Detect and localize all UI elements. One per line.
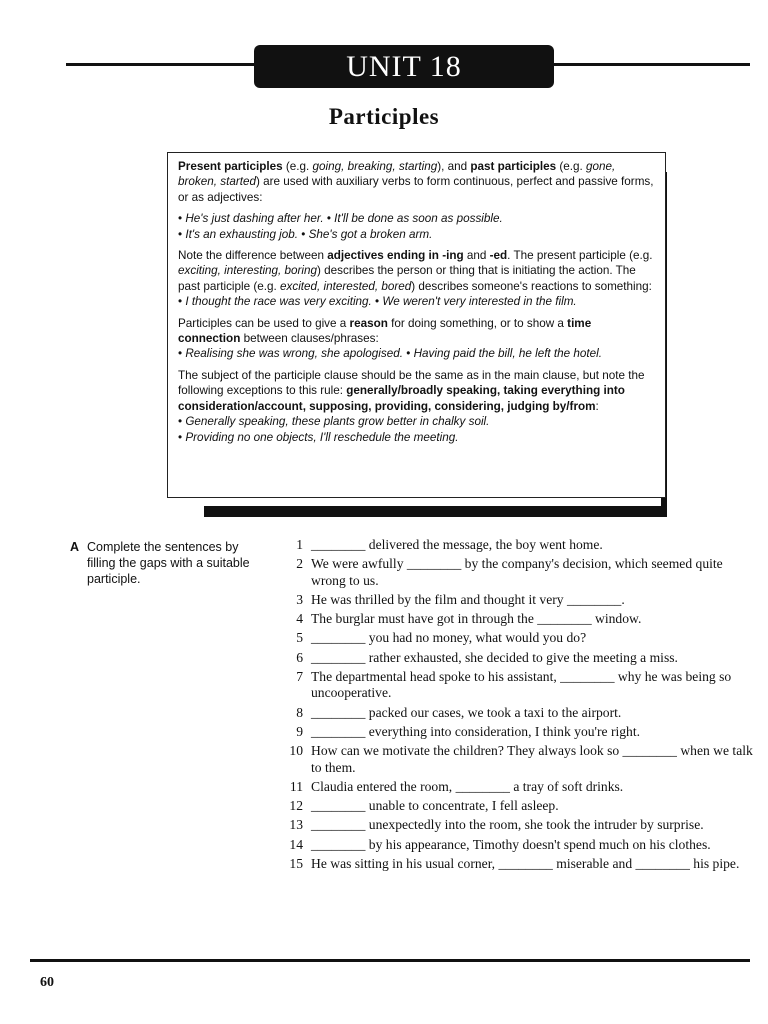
sentence-text: ________ packed our cases, we took a taxi to the airport. <box>311 704 622 720</box>
text-run: Providing no one objects, I'll reschedule the meeting. <box>185 430 459 444</box>
sentence-number: 1 <box>296 537 303 552</box>
exercise-sentence <box>283 611 753 627</box>
footer-rule <box>30 959 750 962</box>
example-line <box>178 294 656 309</box>
exercise-sentence <box>283 669 753 702</box>
text-run: It'll be done as soon as possible. <box>334 212 503 226</box>
text-run: • <box>403 347 414 361</box>
sentence-number: 12 <box>289 798 303 814</box>
text-run: • <box>178 415 186 429</box>
sentence-text: The departmental head spoke to his assistant, ________ why he was being so uncooperative. <box>311 669 732 701</box>
exercise-a-instruction <box>70 539 260 587</box>
sentence-number: 6 <box>296 649 303 665</box>
text-run: reason <box>349 316 388 330</box>
example-line <box>178 227 656 242</box>
sentence-text: Claudia entered the room, ________ a tray of soft drinks. <box>311 778 624 794</box>
text-run: excited, interested, bored <box>280 279 412 293</box>
text-run: ) describes the person or thing that is initiating the action. The past participle (e.g. <box>178 264 636 293</box>
example-line <box>178 211 656 226</box>
sentence-number: 2 <box>296 556 303 572</box>
text-run: • <box>178 212 186 226</box>
exercise-sentence <box>283 650 753 666</box>
grammar-paragraph-3 <box>178 316 656 347</box>
text-run: Note the difference between <box>178 249 328 263</box>
sentence-number: 10 <box>289 743 303 759</box>
exercise-instruction-text: Complete the sentences by filling the gaps with a suitable participle. <box>87 540 250 586</box>
sentence-text: ________ you had no money, what would you do? <box>311 630 587 646</box>
exercise-sentence <box>283 592 753 608</box>
text-run: (e.g. <box>556 160 587 173</box>
exercise-sentence <box>283 705 753 721</box>
page-title: Participles <box>328 104 440 129</box>
text-run: for doing something, or to show a <box>387 316 568 330</box>
text-run: adjectives ending in -ing <box>327 249 464 263</box>
sentence-text: The burglar must have got in through the ________ window. <box>311 611 642 627</box>
sentence-text: He was thrilled by the film and thought it very ________. <box>311 591 625 607</box>
exercise-sentence <box>283 856 753 872</box>
text-run: • <box>371 295 383 309</box>
sentence-number: 4 <box>296 611 303 627</box>
grammar-examples-4 <box>178 414 656 445</box>
text-run: We weren't very interested in the film. <box>382 295 577 309</box>
text-run: (e.g. <box>282 160 313 173</box>
text-run: • <box>178 347 186 361</box>
text-run: gone, broken, started <box>178 160 616 189</box>
sentence-number: 7 <box>296 669 303 685</box>
sentence-number: 3 <box>296 591 303 607</box>
sentence-number: 5 <box>296 630 303 646</box>
text-run: Having paid the bill, he left the hotel. <box>413 347 603 361</box>
text-run: I thought the race was very exciting. <box>185 295 372 309</box>
sentence-number: 9 <box>296 723 303 739</box>
text-run: It's an exhausting job. <box>185 227 299 241</box>
grammar-examples-1 <box>178 211 656 242</box>
exercise-sentence <box>283 798 753 814</box>
text-run: Realising she was wrong, she apologised. <box>185 347 403 361</box>
grammar-box <box>167 152 666 498</box>
exercise-sentence <box>283 743 753 776</box>
grammar-paragraph-1 <box>178 159 656 205</box>
sentence-text: ________ rather exhausted, she decided to give the meeting a miss. <box>311 649 678 665</box>
text-run: between clauses/phrases: <box>240 332 379 346</box>
text-run: He's just dashing after her. <box>185 212 324 226</box>
text-run: • <box>178 430 186 444</box>
text-run: The subject of the participle clause should be the same as in the main clause, but note the following exceptions to this rule: <box>178 368 645 398</box>
unit-banner: UNIT 18 <box>254 45 554 88</box>
text-run: Present participles <box>178 160 283 173</box>
text-run: • <box>178 295 186 309</box>
sentence-text: ________ by his appearance, Timothy doesn't spend much on his clothes. <box>311 836 711 852</box>
sentence-number: 8 <box>296 704 303 720</box>
text-run: She's got a broken arm. <box>308 227 433 241</box>
sentence-text: How can we motivate the children? They always look so ________ when we talk to them. <box>311 743 753 775</box>
text-run: : <box>595 399 599 413</box>
text-run: ) are used with auxiliary verbs to form continuous, perfect and passive forms, or as adjectives: <box>178 175 654 204</box>
exercise-sentence <box>283 837 753 853</box>
text-run: • <box>178 227 186 241</box>
grammar-paragraph-2 <box>178 248 656 294</box>
text-run: • <box>298 227 309 241</box>
exercise-sentence <box>283 537 753 553</box>
sentence-text: He was sitting in his usual corner, ________ miserable and ________ his pipe. <box>311 856 740 872</box>
grammar-examples-3 <box>178 346 656 361</box>
exercise-sentence <box>283 817 753 833</box>
text-run: going, breaking, starting <box>312 160 438 173</box>
sentence-number: 11 <box>289 778 303 794</box>
sentence-text: We were awfully ________ by the company's decision, which seemed quite wrong to us. <box>311 556 723 588</box>
grammar-box-shadow-bottom <box>204 506 667 517</box>
grammar-paragraph-4 <box>178 368 656 414</box>
text-run: time connection <box>178 316 592 346</box>
exercise-sentence <box>283 779 753 795</box>
text-run: Generally speaking, these plants grow better in chalky soil. <box>185 415 490 429</box>
grammar-examples-2 <box>178 294 656 309</box>
exercise-sentence <box>283 556 753 589</box>
page-number: 60 <box>40 975 54 990</box>
example-line <box>178 346 656 361</box>
sentence-number: 13 <box>289 817 303 833</box>
text-run: ), and <box>437 160 471 173</box>
exercise-sentence-list <box>283 537 753 875</box>
example-line <box>178 414 656 429</box>
sentence-text: ________ everything into consideration, I think you're right. <box>311 723 641 739</box>
sentence-number: 15 <box>289 856 303 872</box>
text-run: . The present participle (e.g. <box>507 249 653 263</box>
text-run: • <box>323 212 335 226</box>
exercise-letter: A <box>70 540 80 554</box>
sentence-text: ________ unable to concentrate, I fell asleep. <box>311 798 559 814</box>
text-run: exciting, interesting, boring <box>178 264 318 278</box>
text-run: generally/broadly speaking, taking everything into consideration/account, supposing, providing, considering, judging by/from <box>178 384 625 413</box>
sentence-text: ________ delivered the message, the boy went home. <box>311 537 603 552</box>
example-line <box>178 430 656 445</box>
text-run: past participles <box>470 160 557 173</box>
sentence-text: ________ unexpectedly into the room, she took the intruder by surprise. <box>311 817 704 833</box>
text-run: ) describes someone's reactions to something: <box>411 279 652 293</box>
text-run: -ed <box>489 249 508 263</box>
exercise-sentence <box>283 630 753 646</box>
exercise-sentence <box>283 724 753 740</box>
text-run: Participles can be used to give a <box>178 316 350 330</box>
text-run: and <box>463 249 490 263</box>
sentence-number: 14 <box>289 836 303 852</box>
